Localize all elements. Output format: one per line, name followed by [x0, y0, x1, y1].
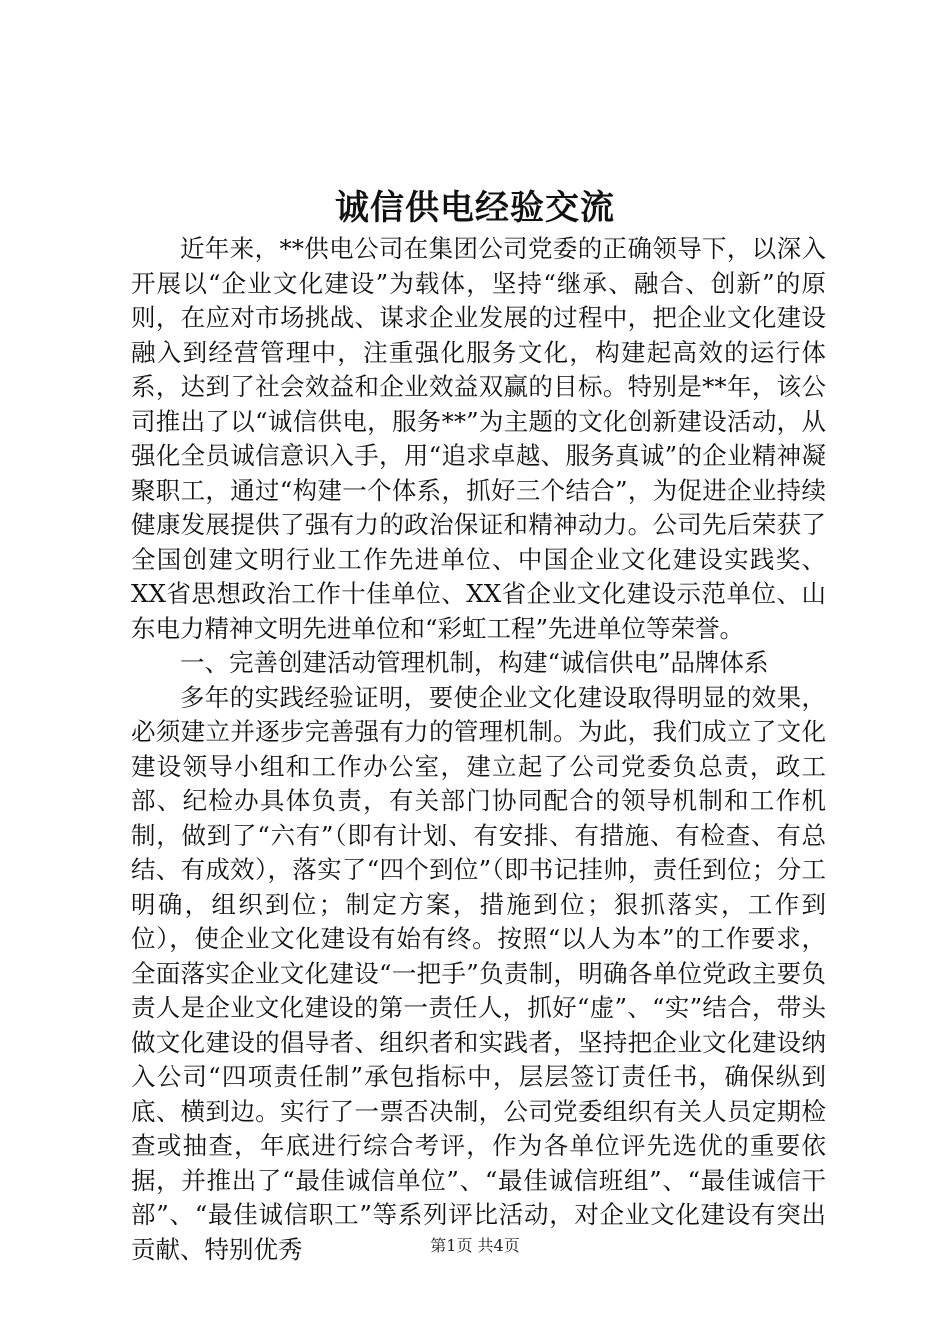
document-body [131, 232, 826, 1267]
intro-paragraph: 近年来，**供电公司在集团公司党委的正确领导下，以深入开展以“企业文化建设”为载体，坚持“继承、融合、创新”的原则，在应对市场挑战、谋求企业发展的过程中，把企业文化建设融入到经营管理中，注重强化服务文化，构建起高效的运行体系，达到了社会效益和企业效益双赢的目标。特别是**年，该公司推出了以“诚信供电，服务**”为主题的文化创新建设活动，从强化全员诚信意识入手，用“追求卓越、服务真诚”的企业精神凝聚职工，通过“构建一个体系，抓好三个结合”，为促进企业持续健康发展提供了强有力的政治保证和精神动力。公司先后荣获了全国创建文明行业工作先进单位、中国企业文化建设实践奖、XX省思想政治工作十佳单位、XX省企业文化建设示范单位、山东电力精神文明先进单位和“彩虹工程”先进单位等荣誉。 [131, 234, 826, 643]
section-heading-1: 一、完善创建活动管理机制，构建“诚信供电”品牌体系 [180, 648, 769, 677]
section-1-paragraph: 多年的实践经验证明，要使企业文化建设取得明显的效果，必须建立并逐步完善强有力的管理机制。为此，我们成立了文化建设领导小组和工作办公室，建立起了公司党委负总责，政工部、纪检办具体负责，有关部门协同配合的领导机制和工作机制，做到了“六有”（即有计划、有安排、有措施、有检查、有总结、有成效），落实了“四个到位”（即书记挂帅，责任到位；分工明确，组织到位；制定方案，措施到位；狠抓落实，工作到位），使企业文化建设有始有终。按照“以人为本”的工作要求，全面落实企业文化建设“一把手”负责制，明确各单位党政主要负责人是企业文化建设的第一责任人，抓好“虚”、“实”结合，带头做文化建设的倡导者、组织者和实践者，坚持把企业文化建设纳入公司“四项责任制”承包指标中，层层签订责任书，确保纵到底、横到边。实行了一票否决制，公司党委组织有关人员定期检查或抽查，年底进行综合考评，作为各单位评先选优的重要依据，并推出了“最佳诚信单位”、“最佳诚信班组”、“最佳诚信干部”、“最佳诚信职工”等系列评比活动，对企业文化建设有突出贡献、特别优秀 [131, 682, 826, 1264]
page-footer: 第1页 共4页 [430, 1236, 520, 1255]
document-title: 诚信供电经验交流 [335, 188, 615, 228]
